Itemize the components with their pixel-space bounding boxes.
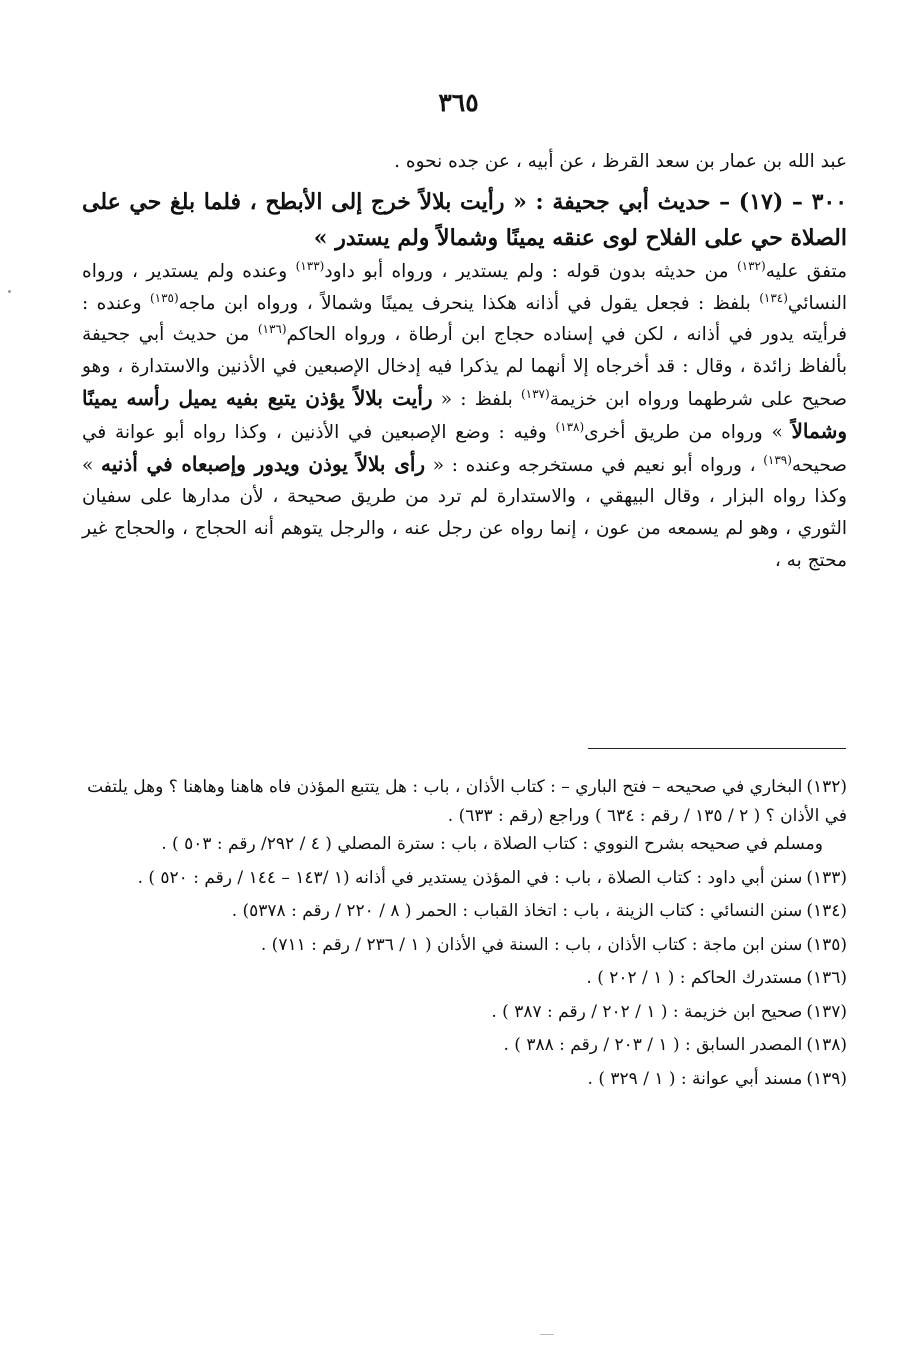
footnote-number: (١٣٤) [806, 901, 847, 921]
footnote-number: (١٣٧) [806, 1001, 847, 1022]
footnote-item [82, 931, 847, 960]
hadith-heading [82, 184, 847, 256]
footnote-item [82, 864, 847, 893]
footnote-number: (١٣٢) [806, 777, 847, 797]
footnote-text: سنن أبي داود : كتاب الصلاة ، باب : في المؤذن يستدير في أذانه (١ /١٤٣ – ١٤٤ / رقم : ٥٢٠ ) . [137, 867, 803, 888]
main-text [82, 146, 847, 577]
footnote-number: (١٣٣) [806, 867, 847, 888]
footnote-item [82, 998, 847, 1027]
footnote-text: مسند أبي عوانة : ( ١ / ٣٢٩ ) . [587, 1068, 803, 1089]
text-segment: بلفظ : « [432, 388, 521, 410]
footnote-ref[interactable]: (١٣٢) [736, 258, 766, 273]
footnote-text: المصدر السابق : ( ١ / ٢٠٣ / رقم : ٣٨٨ ) . [503, 1035, 803, 1055]
footnote-item [82, 1031, 847, 1060]
edge-mark [8, 290, 11, 293]
footnote-item [82, 1065, 847, 1094]
footnote-number: (١٣٨) [806, 1035, 847, 1055]
footnote-number: (١٣٩) [806, 1068, 847, 1089]
footnote-item [82, 897, 847, 926]
footnote-ref[interactable]: (١٣٥) [149, 290, 179, 305]
bottom-mark [540, 1334, 554, 1335]
text-segment: » ورواه من طريق أخرى [584, 421, 792, 443]
text-segment: من حديث أبي جحيفة بألفاظ زائدة ، وقال : قد أخرجاه إلا أنهما لم يذكرا فيه إدخال الإصبعين في الأذنين والاستدارة ، وهو صحيح على شرطهما ورواه ابن خزيمة [82, 324, 847, 410]
footnotes-section [82, 773, 847, 1098]
text-segment: وعنده ولم يستدير ، ورواه النسائي [82, 260, 847, 314]
footnote-text: سنن ابن ماجة : كتاب الأذان ، باب : السنة في الأذان ( ١ / ٢٣٦ / رقم : ٧١١) . [260, 934, 803, 955]
footnote-item [82, 773, 847, 859]
text-segment: وعنده : فرأيته يدور في أذانه ، لكن في إسناده حجاج ابن أرطاة ، ورواه الحاكم [82, 292, 847, 346]
commentary-paragraph [82, 256, 847, 577]
footnote-divider [588, 748, 846, 749]
footnote-number: (١٣٥) [806, 934, 847, 955]
hadith-quote-close: » [313, 224, 328, 251]
footnote-text: صحيح ابن خزيمة : ( ١ / ٢٠٢ / رقم : ٣٨٧ ) . [491, 1001, 803, 1022]
quoted-narration: رأى بلالاً يوذن ويدور وإصبعاه في أذنيه [100, 451, 426, 476]
quoted-narration: رأيت بلالاً يؤذن يتبع بفيه يميل رأسه يمينًا وشمالاً [82, 385, 847, 443]
text-segment: بلفظ : فجعل يقول في أذانه هكذا ينحرف يمينًا وشمالاً ، ورواه ابن ماجه [178, 292, 760, 314]
footnote-ref[interactable]: (١٣٧) [520, 386, 550, 401]
footnote-text: البخاري في صحيحه – فتح الباري – : كتاب الأذان ، باب : هل يتتبع المؤذن فاه هاهنا وهاهنا ؟ وهل يلتفت في الأذان ؟ ( ٢ / ١٣٥ / رقم : ٦٣٤ ) وراجع (رقم : ٦٣٣) . [87, 777, 847, 826]
footnote-ref[interactable]: (١٣٨) [555, 419, 585, 434]
footnote-ref[interactable]: (١٣٣) [295, 258, 325, 273]
hadith-heading-prefix: ٣٠٠ – (١٧) – حديث أبي جحيفة : « [513, 188, 848, 215]
text-segment: من حديثه بدون قوله : ولم يستدير ، ورواه أبو داود [324, 260, 737, 282]
footnote-text: مستدرك الحاكم : ( ١ / ٢٠٢ ) . [586, 968, 803, 988]
intro-line: عبد الله بن عمار بن سعد القرظ ، عن أبيه ، عن جده نحوه . [394, 151, 847, 172]
footnote-ref[interactable]: (١٣٩) [763, 452, 792, 467]
footnote-ref[interactable]: (١٣٤) [759, 290, 788, 305]
page-number: ٣٦٥ [438, 88, 479, 117]
footnote-ref[interactable]: (١٣٦) [257, 322, 287, 337]
text-segment: وفيه : وضع الإصبعين في الأذنين ، وكذا رواه أبو عوانة في صحيحه [82, 421, 848, 476]
text-segment: متفق عليه [765, 260, 848, 282]
hadith-quote: رأيت بلالاً خرج إلى الأبطح ، فلما بلغ حي على الصلاة حي على الفلاح لوى عنقه يمينًا وشمالاً ولم يستدر [82, 188, 847, 251]
text-segment: » وكذا رواه البزار ، وقال البيهقي ، والاستدارة لم ترد من طريق صحيحة ، لأن مدارها على سفيان الثوري ، وهو لم يسمعه من عون ، إنما رواه عن رجل عنه ، والرجل يتوهم أنه الحجاج ، والحجاج غير محتج به ، [82, 454, 847, 571]
footnote-continuation: ومسلم في صحيحه بشرح النووي : كتاب الصلاة ، باب : سترة المصلي ( ٤ / ٢٩٢/ رقم : ٥٠٣ ) . [161, 834, 823, 854]
text-segment: ، ورواه أبو نعيم في مستخرجه وعنده : « [425, 454, 764, 476]
footnote-text: سنن النسائي : كتاب الزينة ، باب : اتخاذ القباب : الحمر ( ٨ / ٢٢٠ / رقم : ٥٣٧٨) . [231, 901, 803, 921]
footnote-number: (١٣٦) [806, 968, 847, 988]
footnote-item [82, 964, 847, 993]
